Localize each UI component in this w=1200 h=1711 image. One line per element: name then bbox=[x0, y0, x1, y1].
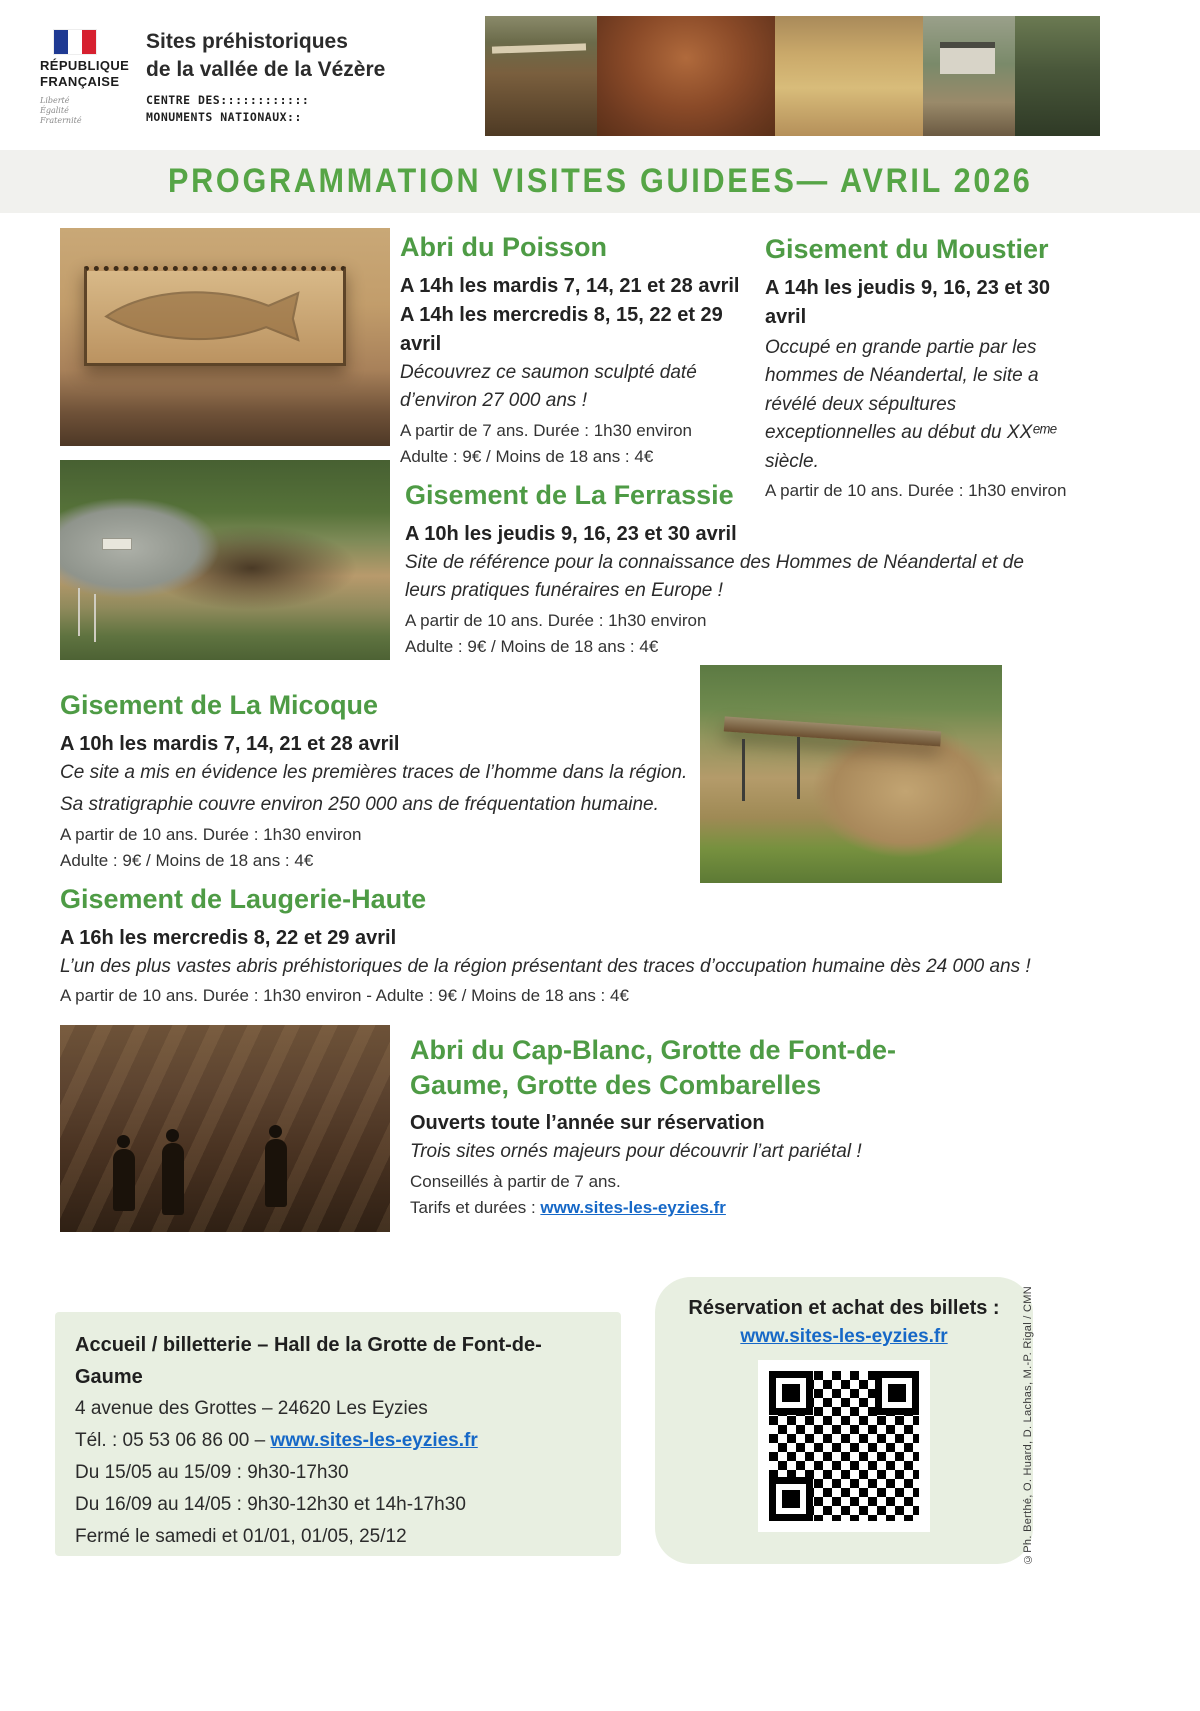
visitor-silhouette bbox=[162, 1143, 184, 1215]
brand-title-line2: de la vallée de la Vézère bbox=[146, 58, 386, 82]
section-la-ferrassie bbox=[405, 478, 1065, 660]
visitor-silhouette bbox=[113, 1149, 135, 1211]
age-duration: A partir de 7 ans. Durée : 1h30 environ bbox=[400, 420, 693, 440]
section-abri-du-poisson bbox=[400, 230, 755, 470]
tarifs-line bbox=[410, 1195, 995, 1221]
qr-code-pattern bbox=[769, 1371, 919, 1521]
photo-sign bbox=[102, 538, 132, 550]
motto-liberte: Liberté bbox=[40, 95, 70, 105]
description: Site de référence pour la connaissance des Hommes de Néandertal et de leurs pratiques funéraires en Europe ! bbox=[405, 551, 1024, 602]
phone-line bbox=[75, 1425, 601, 1457]
description: Trois sites ornés majeurs pour découvrir l’art pariétal ! bbox=[410, 1141, 862, 1163]
site-brand bbox=[146, 28, 385, 126]
description: Ce site a mis en évidence les premières traces de l’homme dans la région. bbox=[60, 761, 688, 783]
ticket-office-title: Accueil / billetterie – Hall de la Grotte de Font-de-Gaume bbox=[75, 1334, 542, 1388]
photo-la-micoque bbox=[700, 665, 1002, 883]
section-gisement-du-moustier bbox=[765, 232, 1087, 504]
photo-cap-blanc bbox=[60, 1025, 390, 1232]
header-photo-collage bbox=[485, 16, 1100, 136]
pricing: Adulte : 9€ / Moins de 18 ans : 4€ bbox=[60, 850, 314, 870]
photo-texture bbox=[78, 588, 80, 636]
visitor-silhouette bbox=[265, 1139, 287, 1207]
age-duration: A partir de 10 ans. Durée : 1h30 environ bbox=[765, 481, 1067, 501]
photo-texture bbox=[797, 737, 800, 799]
republique-francaise-logo bbox=[40, 30, 148, 127]
cmn-logo-line1: CENTRE DES:::::::::::: bbox=[146, 92, 310, 107]
photo-texture bbox=[94, 594, 96, 642]
cmn-logo-line2: MONUMENTS NATIONAUX:: bbox=[146, 109, 302, 124]
opening-hours-summer: Du 15/05 au 15/09 : 9h30-17h30 bbox=[75, 1461, 349, 1483]
closed-days: Fermé le samedi et 01/01, 01/05, 25/12 bbox=[75, 1525, 407, 1547]
description: Sa stratigraphie couvre environ 250 000 ans de fréquentation humaine. bbox=[60, 794, 659, 816]
collage-photo-shelter bbox=[485, 16, 597, 136]
section-title: Abri du Poisson bbox=[400, 232, 608, 262]
opening-hours-winter: Du 16/09 au 14/05 : 9h30-12h30 et 14h-17h30 bbox=[75, 1493, 466, 1515]
photo-abri-du-poisson bbox=[60, 228, 390, 446]
page-title: PROGRAMMATION VISITES GUIDEES— AVRIL 2026 bbox=[167, 162, 1033, 200]
description: Découvrez ce saumon sculpté daté d’environ 27 000 ans ! bbox=[400, 361, 697, 412]
address: 4 avenue des Grottes – 24620 Les Eyzies bbox=[75, 1398, 428, 1419]
age-duration: A partir de 10 ans. Durée : 1h30 environ bbox=[60, 824, 362, 844]
section-cap-blanc bbox=[410, 1033, 995, 1221]
photo-texture bbox=[492, 43, 586, 53]
website-link[interactable]: www.sites-les-eyzies.fr bbox=[540, 1197, 726, 1217]
collage-photo-building bbox=[923, 16, 1015, 136]
qr-finder-icon bbox=[769, 1477, 813, 1521]
photo-credit: ©Ph. Berthé, O. Huard, D. Lachas, M.-P. Rigal / CMN bbox=[1022, 1286, 1034, 1565]
website-link[interactable]: www.sites-les-eyzies.fr bbox=[740, 1326, 948, 1347]
title-banner bbox=[0, 150, 1200, 213]
schedule-line: Ouverts toute l’année sur réservation bbox=[410, 1112, 765, 1135]
age-advice: Conseillés à partir de 7 ans. bbox=[410, 1171, 621, 1191]
description: Occupé en grande partie par les hommes de Néandertal, le site a révélé deux sépultures exceptionnelles au début du XXᵉᵐᵉ siècle. bbox=[765, 336, 1057, 472]
photo-texture bbox=[742, 739, 745, 801]
french-flag-icon bbox=[54, 30, 96, 54]
qr-finder-icon bbox=[769, 1371, 813, 1415]
fish-carving-icon bbox=[87, 271, 343, 363]
brand-title-line1: Sites préhistoriques bbox=[146, 30, 348, 53]
section-title: Abri du Cap-Blanc, Grotte de Font-de-Gaume, Grotte des Combarelles bbox=[410, 1035, 896, 1100]
schedule-line: A 16h les mercredis 8, 22 et 29 avril bbox=[60, 926, 397, 949]
collage-photo-cave bbox=[1015, 16, 1100, 136]
shelter-roof bbox=[724, 716, 942, 746]
photo-la-ferrassie bbox=[60, 460, 390, 660]
collage-photo-red-rock bbox=[597, 16, 775, 136]
motto-egalite: Égalité bbox=[40, 105, 69, 115]
pricing: Adulte : 9€ / Moins de 18 ans : 4€ bbox=[400, 446, 654, 466]
section-title: Gisement de La Ferrassie bbox=[405, 480, 734, 510]
republique-line1: RÉPUBLIQUE bbox=[40, 58, 130, 73]
pricing: Adulte : 9€ / Moins de 18 ans : 4€ bbox=[405, 636, 659, 656]
schedule-line: A 14h les jeudis 9, 16, 23 et 30 avril bbox=[765, 276, 1050, 328]
schedule-line: A 14h les mercredis 8, 15, 22 et 29 avril bbox=[400, 303, 723, 355]
photo-texture bbox=[940, 42, 995, 73]
description: L’un des plus vastes abris préhistoriques de la région présentant des traces d’occupation humaine dès 24 000 ans ! bbox=[60, 955, 1031, 977]
contact-info-box bbox=[55, 1312, 621, 1556]
schedule-line: A 14h les mardis 7, 14, 21 et 28 avril bbox=[400, 274, 740, 297]
phone-number: Tél. : 05 53 06 86 00 – bbox=[75, 1429, 271, 1451]
reservation-title: Réservation et achat des billets : bbox=[688, 1297, 1000, 1319]
age-duration-pricing: A partir de 10 ans. Durée : 1h30 environ - Adulte : 9€ / Moins de 18 ans : 4€ bbox=[60, 986, 629, 1006]
carved-fish-slab bbox=[84, 266, 346, 366]
section-title: Gisement de La Micoque bbox=[60, 690, 379, 720]
qr-finder-icon bbox=[875, 1371, 919, 1415]
section-title: Gisement du Moustier bbox=[765, 234, 1049, 264]
website-link[interactable]: www.sites-les-eyzies.fr bbox=[270, 1429, 478, 1451]
section-la-micoque bbox=[60, 688, 695, 874]
tarifs-label: Tarifs et durées : bbox=[410, 1197, 541, 1217]
motto-fraternite: Fraternité bbox=[40, 116, 82, 126]
schedule-line: A 10h les mardis 7, 14, 21 et 28 avril bbox=[60, 732, 400, 755]
reservation-box bbox=[655, 1277, 1033, 1564]
schedule-line: A 10h les jeudis 9, 16, 23 et 30 avril bbox=[405, 522, 737, 545]
section-laugerie-haute bbox=[60, 882, 1145, 1009]
age-duration: A partir de 10 ans. Durée : 1h30 environ bbox=[405, 610, 707, 630]
collage-photo-tan-cliff bbox=[775, 16, 923, 136]
qr-code bbox=[758, 1360, 930, 1532]
republique-line2: FRANÇAISE bbox=[40, 74, 120, 90]
section-title: Gisement de Laugerie-Haute bbox=[60, 884, 427, 914]
